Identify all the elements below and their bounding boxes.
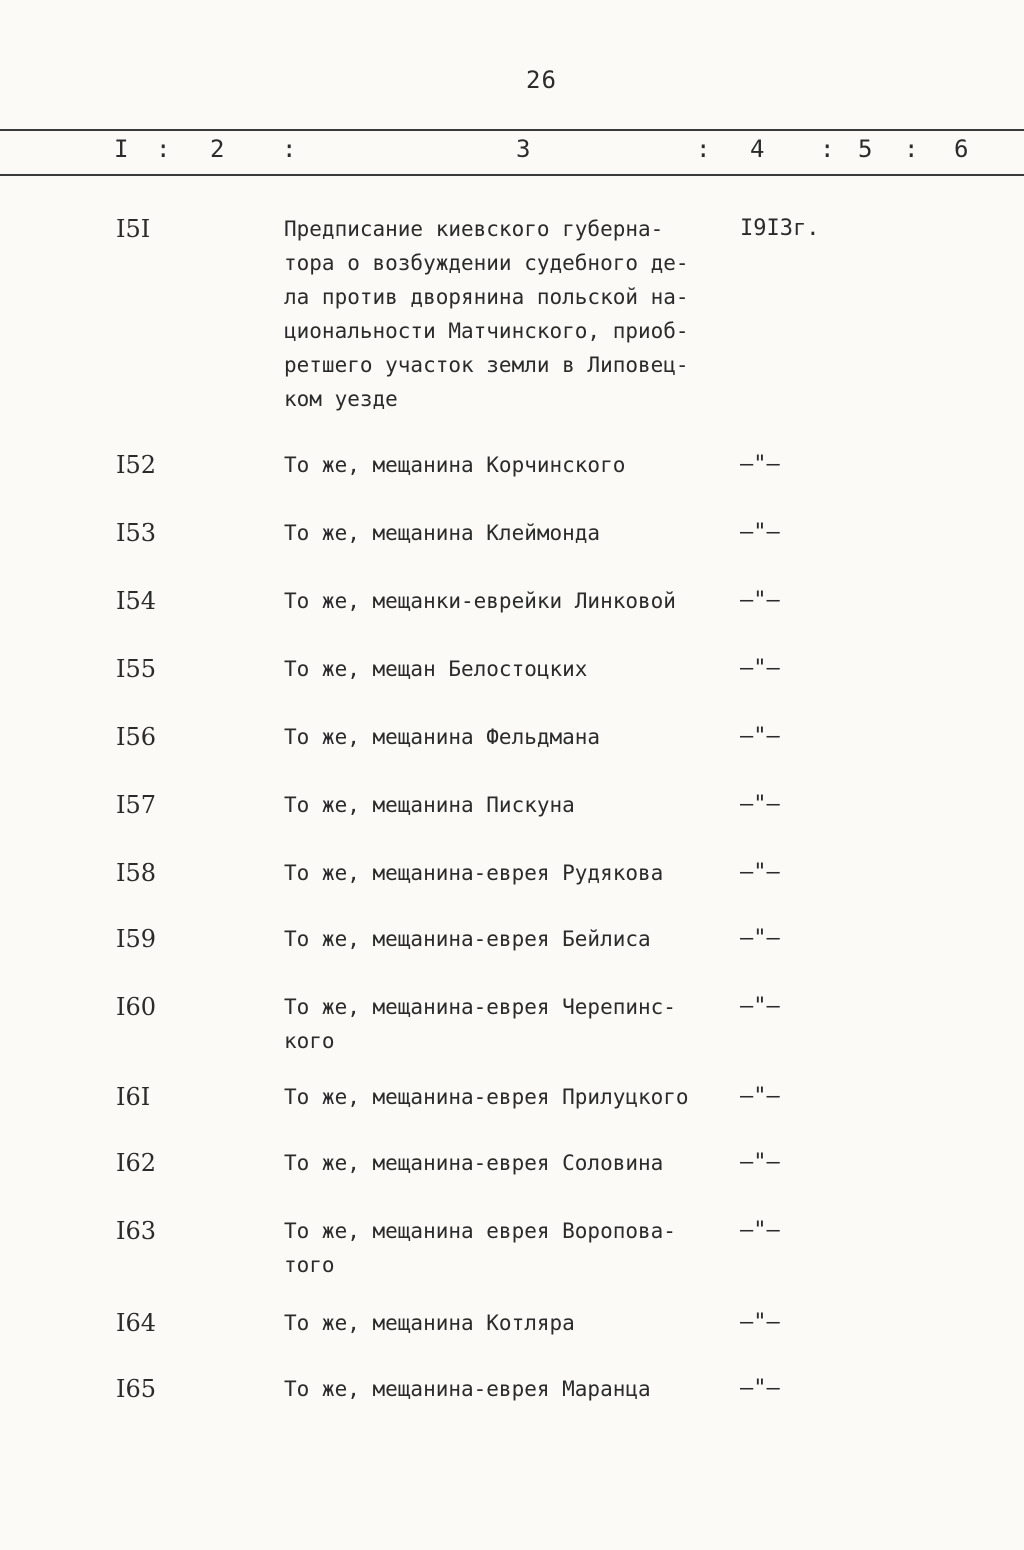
column-separator: : xyxy=(696,135,711,163)
record-title: То же, мещанина Котляра xyxy=(284,1311,575,1335)
column-separator: : xyxy=(904,135,919,163)
record-date: I9I3г. xyxy=(740,216,820,241)
column-header-3: 3 xyxy=(516,135,531,163)
record-number: I65 xyxy=(116,1375,157,1403)
record-date: –"– xyxy=(740,1150,780,1175)
record-number: I6I xyxy=(116,1083,151,1111)
column-header-6: 6 xyxy=(954,135,969,163)
record-date: –"– xyxy=(740,1310,780,1335)
record-date: –"– xyxy=(740,860,780,885)
record-number: I55 xyxy=(116,655,157,683)
record-title: То же, мещанина-еврея Рудякова xyxy=(284,861,664,885)
record-title: То же, мещанина-еврея Бейлиса xyxy=(284,927,651,951)
record-title: То же, мещан Белостоцких xyxy=(284,657,588,681)
column-header-5: 5 xyxy=(858,135,873,163)
record-number: I63 xyxy=(116,1217,157,1245)
record-number: I53 xyxy=(116,519,157,547)
column-header-4: 4 xyxy=(750,135,765,163)
record-title: То же, мещанина-еврея Черепинс- кого xyxy=(284,995,676,1053)
record-date: –"– xyxy=(740,1218,780,1243)
record-title: То же, мещанина Фельдмана xyxy=(284,725,601,749)
column-header-2: 2 xyxy=(210,135,225,163)
record-title: То же, мещанина-еврея Прилуцкого xyxy=(284,1085,689,1109)
record-title: То же, мещанина-еврея Соловина xyxy=(284,1151,664,1175)
record-number: I52 xyxy=(116,451,157,479)
record-date: –"– xyxy=(740,994,780,1019)
record-date: –"– xyxy=(740,724,780,749)
record-title: То же, мещанина еврея Воропова- того xyxy=(284,1219,676,1277)
record-title: То же, мещанина-еврея Маранца xyxy=(284,1377,651,1401)
column-separator: : xyxy=(820,135,835,163)
record-title: То же, мещанки-еврейки Линковой xyxy=(284,589,676,613)
record-date: –"– xyxy=(740,520,780,545)
record-date: –"– xyxy=(740,1376,780,1401)
record-date: –"– xyxy=(740,792,780,817)
record-number: I56 xyxy=(116,723,157,751)
record-date: –"– xyxy=(740,1084,780,1109)
record-number: I54 xyxy=(116,587,157,615)
record-date: –"– xyxy=(740,926,780,951)
record-number: I59 xyxy=(116,925,157,953)
header-bottom-rule xyxy=(0,174,1024,176)
record-date: –"– xyxy=(740,588,780,613)
record-number: I57 xyxy=(116,791,157,819)
record-number: I60 xyxy=(116,993,157,1021)
page-number: 26 xyxy=(526,66,557,94)
record-number: I62 xyxy=(116,1149,157,1177)
record-title: То же, мещанина Клеймонда xyxy=(284,521,601,545)
column-separator: : xyxy=(156,135,171,163)
record-number: I58 xyxy=(116,859,157,887)
record-number: I5I xyxy=(116,215,151,243)
record-title: Предписание киевского губерна- тора о возбуждении судебного де- ла против дворянина польской на- циональности Матчинского, приоб- ретшего участок земли в Липовец- ком уезде xyxy=(284,217,689,411)
column-header-1: I xyxy=(114,135,129,163)
record-number: I64 xyxy=(116,1309,157,1337)
record-date: –"– xyxy=(740,656,780,681)
record-title: То же, мещанина Корчинского xyxy=(284,453,626,477)
header-top-rule xyxy=(0,129,1024,131)
record-title: То же, мещанина Пискуна xyxy=(284,793,575,817)
record-date: –"– xyxy=(740,452,780,477)
column-separator: : xyxy=(282,135,297,163)
